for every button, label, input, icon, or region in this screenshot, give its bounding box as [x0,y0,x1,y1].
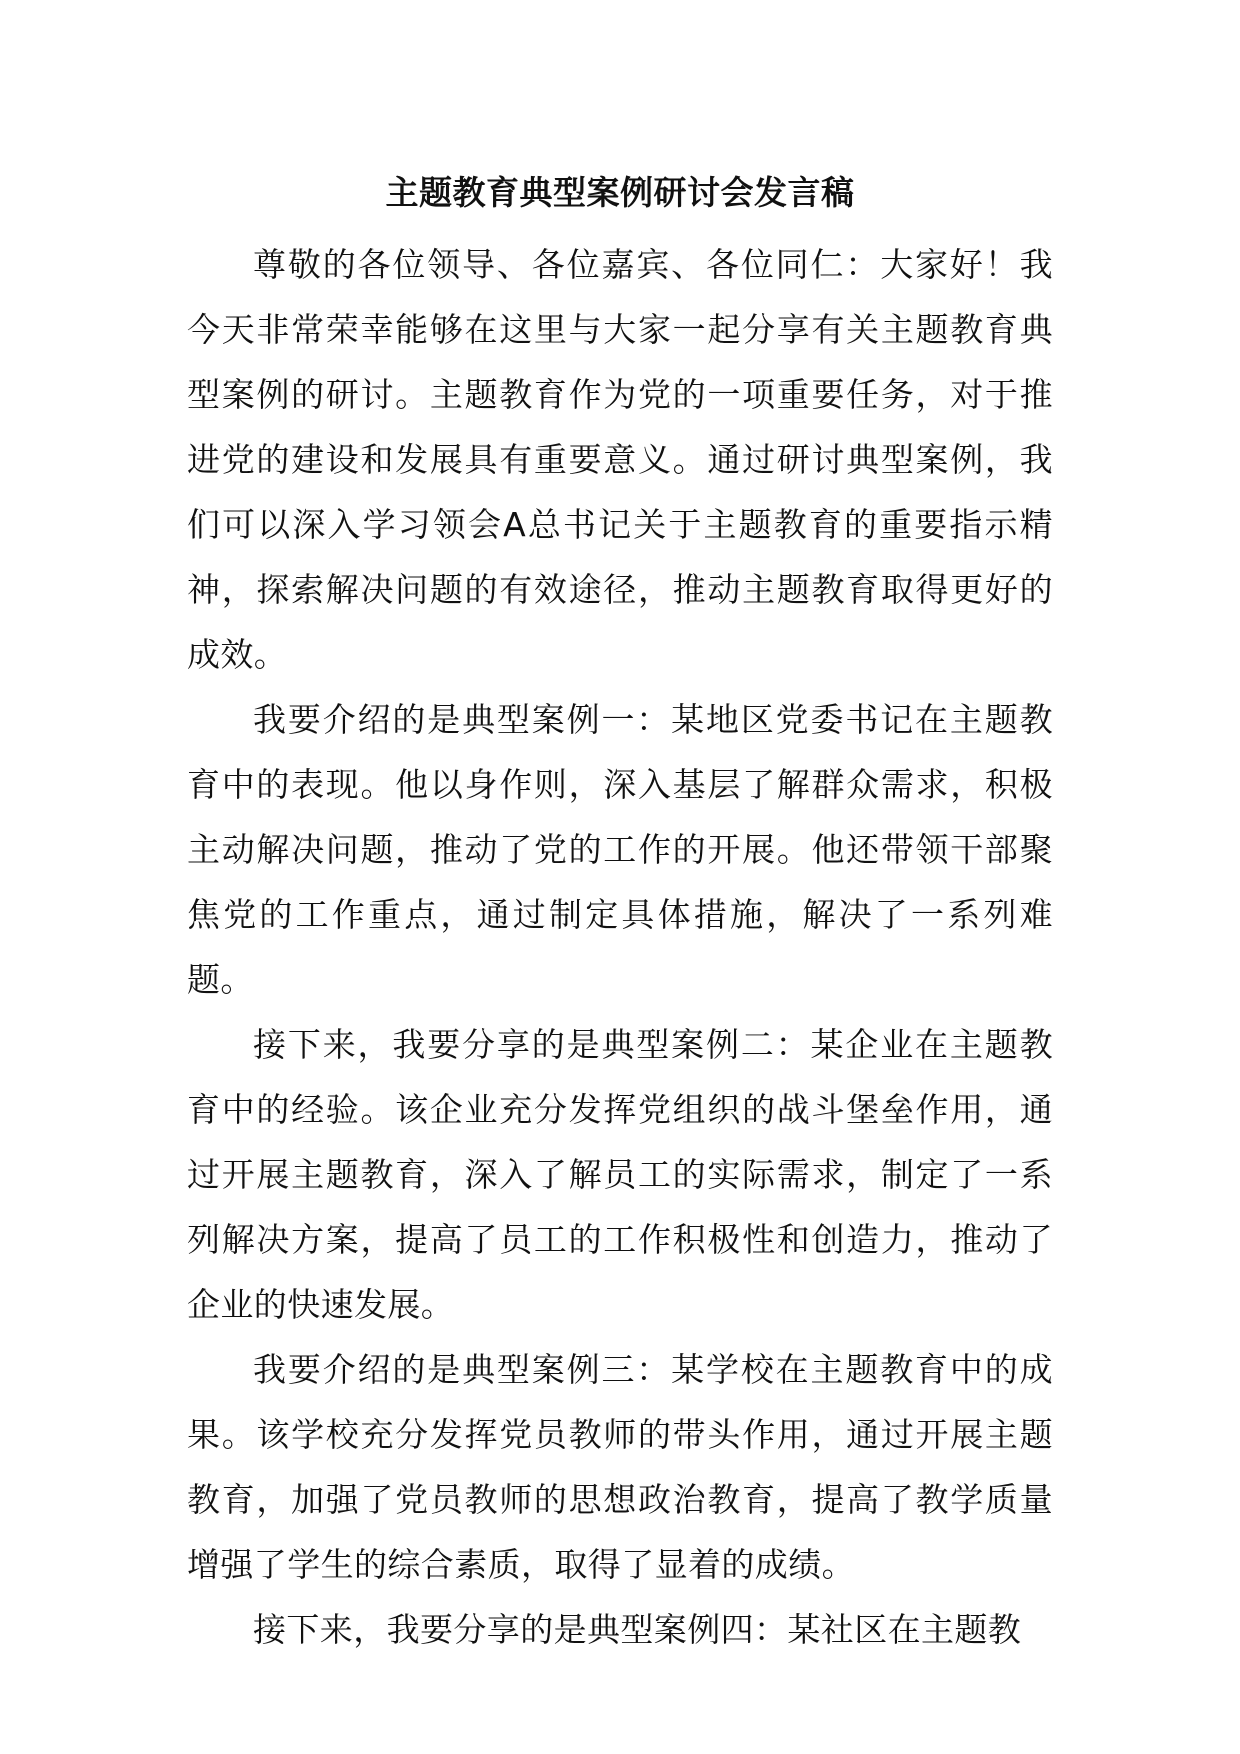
paragraph-case-one: 我要介绍的是典型案例一：某地区党委书记在主题教育中的表现。他以身作则，深入基层了解群众需求，积极主动解决问题，推动了党的工作的开展。他还带领干部聚焦党的工作重点，通过制定具体措施，解决了一系列难题。 [187,700,1053,999]
document-title: 主题教育典型案例研讨会发言稿 [385,173,855,212]
paragraph-case-four: 接下来，我要分享的是典型案例四：某社区在主题教 [253,1610,1022,1649]
paragraph-greeting: 尊敬的各位领导、各位嘉宾、各位同仁：大家好！我今天非常荣幸能够在这里与大家一起分享有关主题教育典型案例的研讨。主题教育作为党的一项重要任务，对于推进党的建设和发展具有重要意义。通过研讨典型案例，我们可以深入学习领会A总书记关于主题教育的重要指示精神，探索解决问题的有效途径，推动主题教育取得更好的成效。 [187,245,1053,674]
paragraph-case-three: 我要介绍的是典型案例三：某学校在主题教育中的成果。该学校充分发挥党员教师的带头作用，通过开展主题教育，加强了党员教师的思想政治教育，提高了教学质量增强了学生的综合素质，取得了显着的成绩。 [187,1350,1053,1584]
paragraph-case-two: 接下来，我要分享的是典型案例二：某企业在主题教育中的经验。该企业充分发挥党组织的战斗堡垒作用，通过开展主题教育，深入了解员工的实际需求，制定了一系列解决方案，提高了员工的工作积极性和创造力，推动了企业的快速发展。 [187,1025,1053,1324]
document-body [187,232,1053,1662]
